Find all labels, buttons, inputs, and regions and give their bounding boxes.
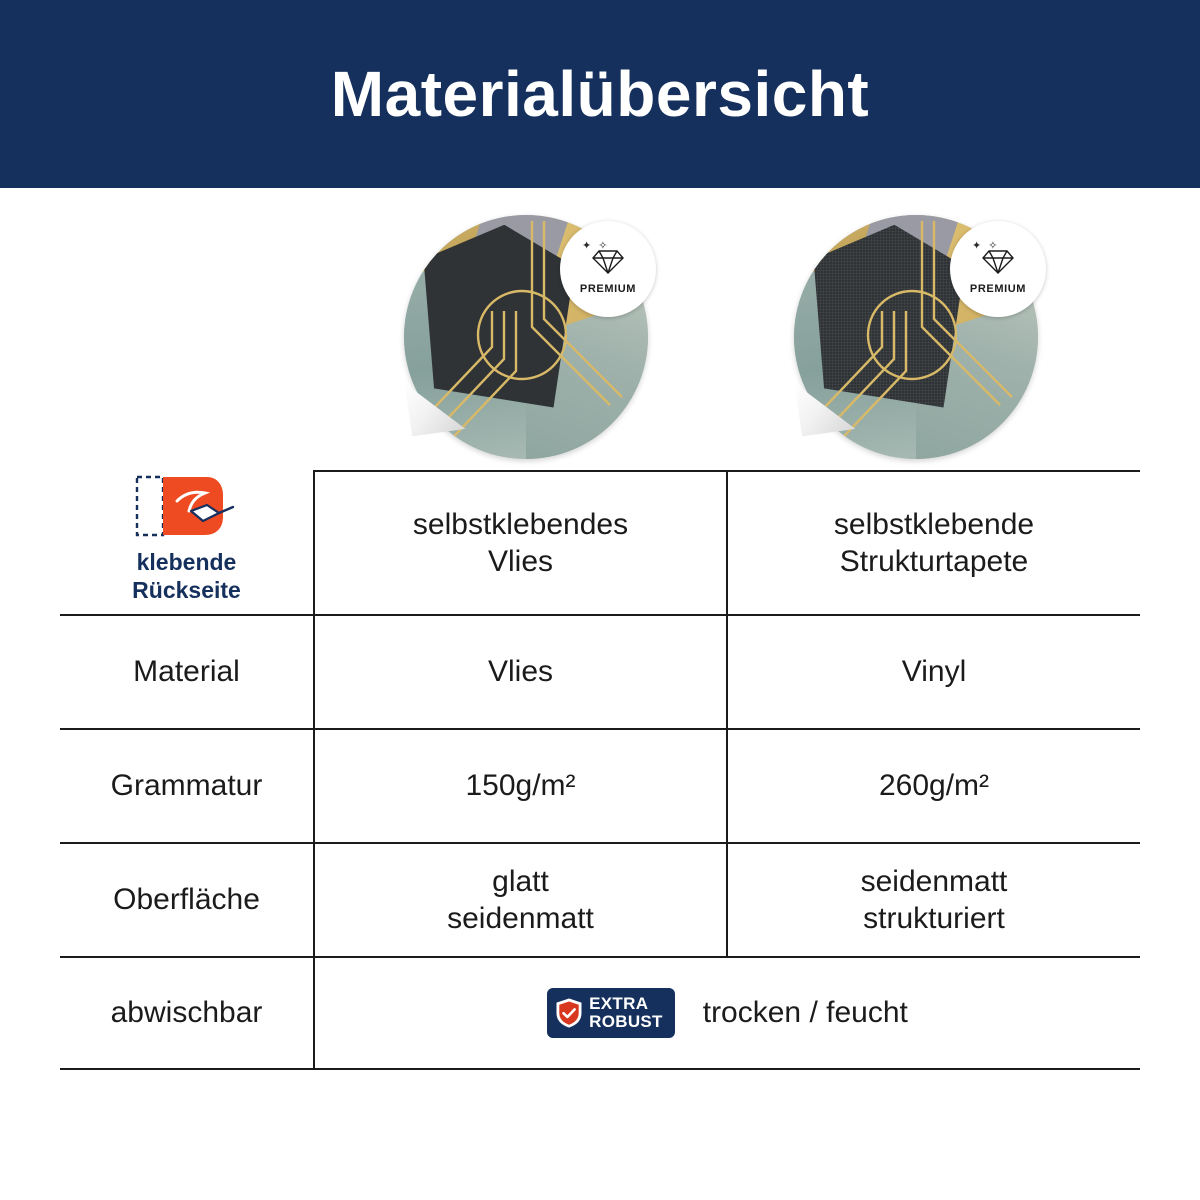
row-label-oberflaeche: Oberfläche — [60, 843, 314, 957]
sample-left[interactable] — [404, 215, 648, 459]
table-row — [60, 615, 1140, 729]
premium-label-left: PREMIUM — [579, 283, 637, 295]
adhesive-back-icon — [133, 471, 241, 543]
row-label-material: Material — [60, 615, 314, 729]
premium-badge-right — [950, 221, 1046, 317]
abwischbar-value-text: trocken / feucht — [702, 996, 908, 1030]
table-row — [60, 843, 1140, 957]
cell-abwischbar-value — [314, 957, 1140, 1069]
column-header-strukturtapete — [727, 471, 1140, 615]
diamond-icon — [982, 249, 1014, 280]
sparkle-icon: ✦ ✧ — [582, 240, 610, 252]
cell-oberflaeche-a-line1: glatt — [492, 864, 549, 898]
column-header-vlies — [314, 471, 727, 615]
table-row — [60, 729, 1140, 843]
adhesive-label-line1: klebende — [136, 549, 237, 575]
table-row — [60, 957, 1140, 1069]
table-row-header — [60, 471, 1140, 615]
premium-label-right: PREMIUM — [969, 283, 1027, 295]
cell-oberflaeche-a — [314, 843, 727, 957]
cell-grammatur-b: 260g/m² — [727, 729, 1140, 843]
cell-oberflaeche-b-line1: seidenmatt — [860, 864, 1008, 898]
extra-robust-line2: ROBUST — [589, 1012, 663, 1032]
column-header-strukturtapete-line1: selbstklebende — [833, 507, 1035, 541]
shield-icon — [556, 998, 582, 1028]
diamond-icon — [592, 249, 624, 280]
extra-robust-line1: EXTRA — [589, 994, 649, 1014]
sample-right[interactable] — [794, 215, 1038, 459]
cell-grammatur-a: 150g/m² — [314, 729, 727, 843]
cell-material-vinyl: Vinyl — [727, 615, 1140, 729]
extra-robust-badge — [547, 988, 675, 1038]
cell-oberflaeche-b — [727, 843, 1140, 957]
page-title: Materialübersicht — [330, 58, 870, 130]
cell-material-vlies: Vlies — [314, 615, 727, 729]
column-header-strukturtapete-line2: Strukturtapete — [839, 545, 1029, 579]
page-header — [0, 0, 1200, 188]
cell-oberflaeche-a-line2: seidenmatt — [447, 902, 594, 936]
sparkle-icon: ✦ ✧ — [972, 240, 1000, 252]
column-header-vlies-line1: selbstklebendes — [412, 507, 629, 541]
row-label-abwischbar: abwischbar — [60, 957, 314, 1069]
material-comparison-table — [60, 470, 1140, 1070]
row-label-grammatur: Grammatur — [60, 729, 314, 843]
column-header-vlies-line2: Vlies — [487, 545, 554, 579]
adhesive-label-line2: Rückseite — [132, 576, 241, 603]
adhesive-back-cell — [60, 471, 314, 615]
sample-swatch-row — [0, 188, 1200, 478]
premium-badge-left — [560, 221, 656, 317]
cell-oberflaeche-b-line2: strukturiert — [863, 902, 1005, 936]
